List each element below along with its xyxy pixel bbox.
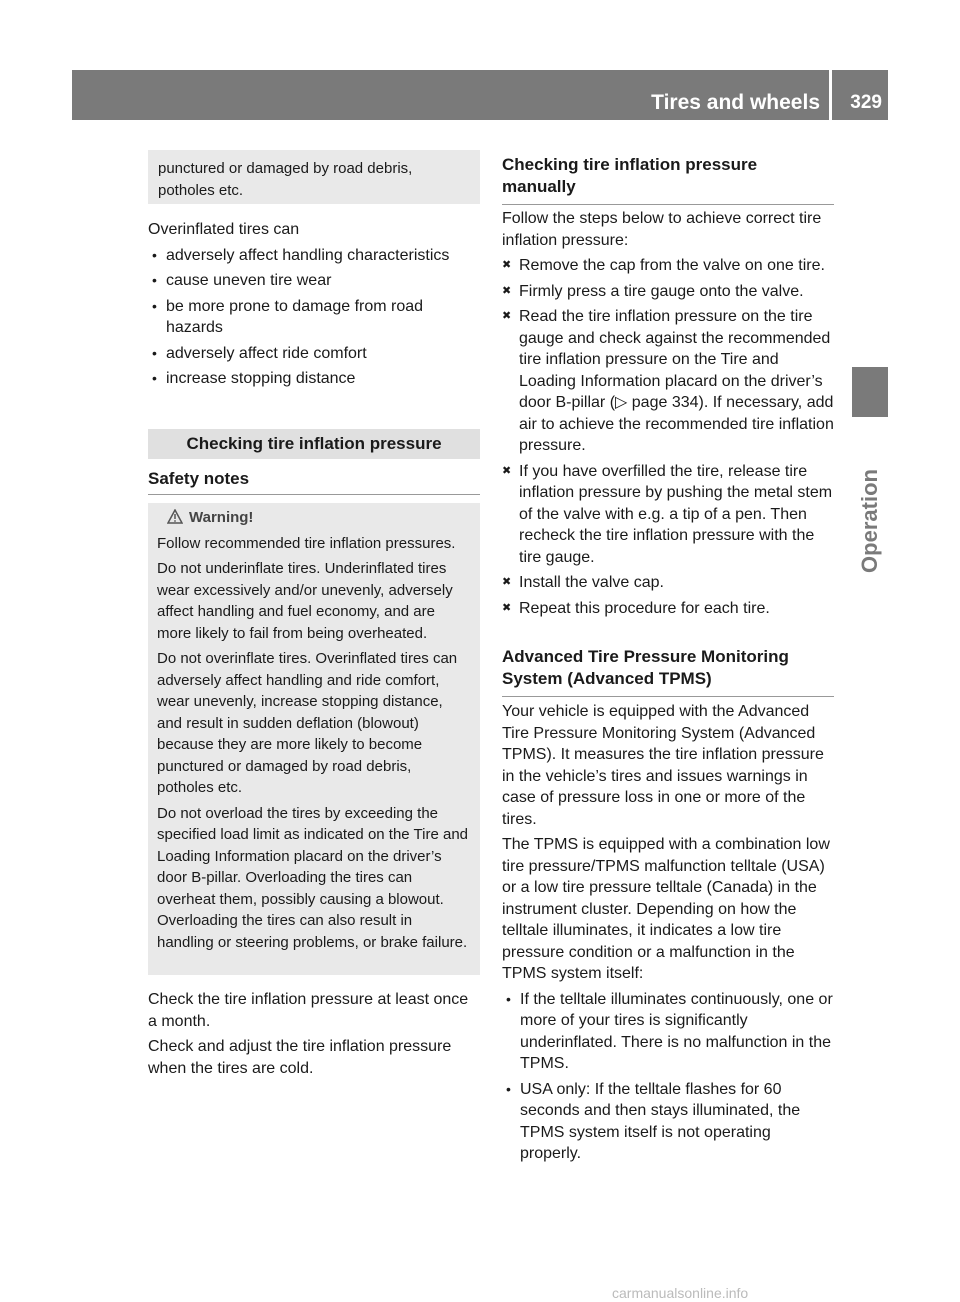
warning-paragraph: Do not overload the tires by exceeding the specified load limit as indicated on the Tire and Loading Information placard on the driver’s door B-pillar. Overloading the tires can overheat them, possibly causing a blowout. Overloading the tires can also result in handling or steering problems, or brake failure. <box>157 804 469 951</box>
warning-box <box>148 503 480 975</box>
list-item: • If the telltale illuminates continuously, one or more of your tires is significantly underinflated. There is no malfunction in the TPMS. <box>502 989 834 1075</box>
safety-notes-heading: Safety notes <box>148 468 480 495</box>
side-tab-label: Operation <box>857 469 882 573</box>
step-item: ✖ If you have overfilled the tire, release tire inflation pressure by pushing the metal stem of the valve with e.g. a tip of a pen. Then recheck the tire inflation pressure with the tire gauge. <box>502 461 834 569</box>
chapter-title: Tires and wheels <box>651 91 820 114</box>
check-notes <box>148 989 480 1079</box>
list-item: • adversely affect ride comfort <box>148 343 480 365</box>
warning-title-text: Warning! <box>189 509 254 526</box>
step-item: ✖ Remove the cap from the valve on one tire. <box>502 255 834 277</box>
step-item: ✖ Repeat this procedure for each tire. <box>502 598 834 620</box>
side-marker <box>852 367 888 417</box>
list-item: • cause uneven tire wear <box>148 270 480 292</box>
tpms-paragraph: Your vehicle is equipped with the Advanced Tire Pressure Monitoring System (Advanced TPMS). It measures the tire inflation pressure in the vehicle’s tires and issues warnings in case of pressure loss in one or more of the tires. <box>502 703 824 828</box>
side-tab <box>830 430 910 620</box>
manual-intro: Follow the steps below to achieve correct tire inflation pressure: <box>502 210 822 249</box>
step-item: ✖ Read the tire inflation pressure on the tire gauge and check against the recommended tire inflation pressure on the Tire and Loading Information placard on the driver’s door B-pillar (▷ page 334). If necessary, add air to achieve the recommended tire inflation pressure. <box>502 306 834 457</box>
check-monthly-text: Check the tire inflation pressure at least once a month. <box>148 991 469 1030</box>
warning-paragraph: Do not overinflate tires. Overinflated tires can adversely affect handling and ride comfort, wear unevenly, increase stopping distance, and result in sudden deflation (blowout) because they are more likely to become punctured or damaged by road debris, potholes etc. <box>157 650 458 796</box>
list-item: • be more prone to damage from road hazards <box>148 296 480 339</box>
step-item: ✖ Firmly press a tire gauge onto the valve. <box>502 281 834 303</box>
page-number: 329 <box>850 92 882 113</box>
tpms-paragraph: The TPMS is equipped with a combination low tire pressure/TPMS malfunction telltale (USA) or a low tire pressure telltale (Canada) in the instrument cluster. Depending on how the telltale illuminates, it indicates a low tire pressure condition or a malfunction in the TPMS system itself: <box>502 836 830 982</box>
overinflated-intro: Overinflated tires can <box>148 221 300 238</box>
tpms-section <box>502 701 834 1165</box>
step-item: ✖ Install the valve cap. <box>502 572 834 594</box>
list-item: • adversely affect handling characteristics <box>148 245 480 267</box>
manual-check-section <box>502 208 834 619</box>
continued-warning-text: punctured or damaged by road debris, potholes etc. <box>158 160 413 199</box>
manual-check-heading: Checking tire inflation pressure manually <box>502 154 834 205</box>
tpms-heading: Advanced Tire Pressure Monitoring System (Advanced TPMS) <box>502 646 834 697</box>
page-header <box>72 70 888 120</box>
list-item: • USA only: If the telltale flashes for 60 seconds and then stays illuminated, the TPMS system itself is not operating properly. <box>502 1079 834 1165</box>
check-cold-text: Check and adjust the tire inflation pressure when the tires are cold. <box>148 1038 452 1077</box>
continued-warning-box <box>148 150 480 204</box>
warning-paragraph: Follow recommended tire inflation pressures. <box>157 534 456 552</box>
section-title: Checking tire inflation pressure <box>148 429 480 459</box>
warning-paragraph: Do not underinflate tires. Underinflated tires wear excessively and/or unevenly, adversely affect handling and fuel economy, and are more likely to fail from being overheated. <box>157 560 453 642</box>
watermark: carmanualsonline.info <box>612 1285 749 1301</box>
warning-title <box>157 507 471 529</box>
header-divider <box>829 70 832 120</box>
overinflated-section <box>148 219 480 390</box>
warning-triangle-icon <box>167 509 183 524</box>
list-item: • increase stopping distance <box>148 368 480 390</box>
